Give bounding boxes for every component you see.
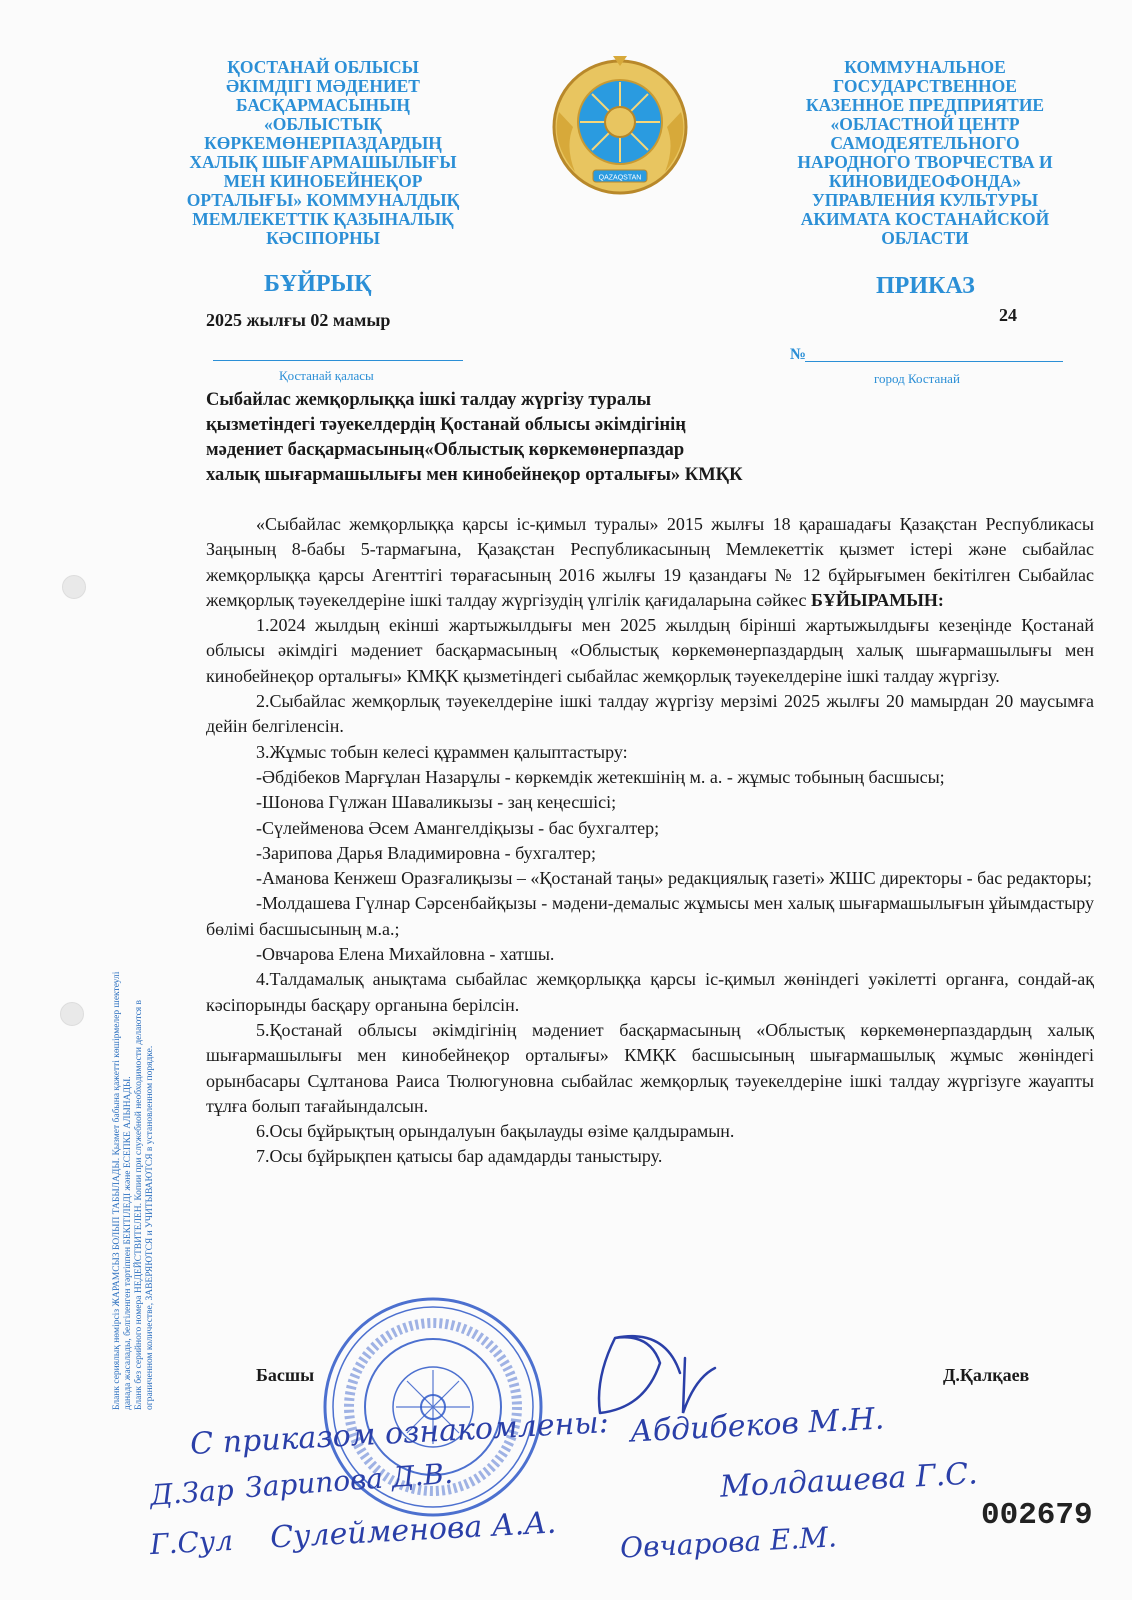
header-left-line: ХАЛЫҚ ШЫҒАРМАШЫЛЫҒЫ — [189, 152, 457, 172]
item-6: 6.Осы бұйрықтың орындалуын бақылауды өзіме қалдырамын. — [256, 1121, 735, 1142]
header-right-russian — [774, 58, 1076, 248]
header-left-line: МЕН КИНОБЕЙНЕҚОР — [223, 171, 423, 191]
member-3: -Сүлейменова Әсем Амангелдіқызы - бас бухгалтер; — [256, 817, 660, 838]
item-3: 3.Жұмыс тобын келесі құраммен қалыптастыру: — [256, 741, 628, 762]
handwritten-line: Г.Сул — [149, 1523, 234, 1562]
handwritten-acknowledgements — [148, 1401, 1090, 1568]
header-right-line: ГОСУДАРСТВЕННОЕ — [833, 76, 1017, 96]
order-body — [206, 512, 1094, 1170]
handwritten-line: Абдибеков М.Н. — [629, 1401, 886, 1450]
divider-line-left — [213, 360, 463, 361]
divider-line-right — [805, 361, 1063, 362]
subject-line: қызметіндегі тәуекелдердің Қостанай облысы әкімдігінің — [206, 415, 686, 435]
state-emblem-icon — [545, 52, 695, 202]
header-right-line: КИНОВИДЕОФОНДА» — [828, 171, 1022, 191]
signatory-name: Д.Қалқаев — [943, 1365, 1030, 1385]
header-left-line: ҚОСТАНАЙ ОБЛЫСЫ — [227, 57, 419, 77]
preamble-text: «Сыбайлас жемқорлыққа қарсы іс-қимыл туралы» 2015 жылғы 18 қарашадағы Қазақстан Республикасы Заңының 8-бабы 5-тармағына, Қазақстан Республикасының Мемлекеттік қызмет істері және сыбайлас жемқорлыққа қарсы Агенттігі төрағасының 2016 жылғы 19 қазандағы № 12 бұйрығымен бекітілген Сыбайлас жемқорлық тәуекелдеріне ішкі талдау жүргізудің үлгілік қағидаларына сәйкес — [206, 514, 1094, 610]
serial-number: 002679 — [981, 1498, 1093, 1533]
order-number: 24 — [999, 305, 1017, 325]
item-2: 2.Сыбайлас жемқорлық тәуекелдеріне ішкі талдау жүргізу мерзімі 2025 жылғы 20 мамырдан 20 маусымға дейін белгіленсін. — [206, 691, 1094, 737]
handwritten-line: Овчарова Е.М. — [619, 1520, 838, 1565]
header-left-line: КӨРКЕМӨНЕРПАЗДАРДЫҢ — [204, 133, 442, 153]
city-russian: город Костанай — [874, 371, 960, 386]
subject-line: халық шығармашылығы мен кинобейнеқор орталығы» КМҚК — [206, 465, 743, 485]
order-word: БҰЙЫРАМЫН: — [811, 589, 944, 610]
emblem-caption: QAZAQSTAN — [598, 174, 642, 182]
handwritten-line: С приказом ознакомлены: — [189, 1405, 610, 1462]
item-5: 5.Қостанай облысы әкімдігінің мәдениет басқармасының «Облыстық көркемөнерпаздардың халық шығармашылығы мен кинобейнеқор орталығы» КМҚК басшысының шығармашылық жұмыс жөніндегі орынбасары Сұлтанова Раиса Тюлюгуновна сыбайлас жемқорлық тәуекелдеріне ішкі талдау жүргізуге жауапты тұлға болып тағайындалсын. — [206, 1019, 1094, 1116]
header-left-line: КӘСІПОРНЫ — [266, 228, 380, 248]
member-7: -Овчарова Елена Михайловна - хатшы. — [256, 944, 555, 965]
header-left-line: ӘКІМДІГІ МӘДЕНИЕТ — [226, 76, 420, 96]
order-subject — [206, 388, 886, 488]
number-sign: № — [790, 346, 807, 363]
member-4: -Зарипова Дарья Владимировна - бухгалтер; — [256, 842, 597, 863]
side-note-line: ограниченном количестве, ЗАВЕРЯЮТСЯ и УЧИТЫВАЮТСЯ в установленном порядке. — [145, 1045, 155, 1410]
title-kazakh: БҰЙРЫҚ — [264, 271, 372, 297]
header-left-line: МЕМЛЕКЕТТІК ҚАЗЫНАЛЫҚ — [192, 209, 454, 229]
title-russian: ПРИКАЗ — [876, 273, 975, 299]
header-left-line: БАСҚАРМАСЫНЫҢ — [236, 95, 410, 115]
handwritten-line: Сулейменова А.А. — [269, 1505, 558, 1556]
header-right-line: НАРОДНОГО ТВОРЧЕСТВА И — [797, 152, 1053, 172]
side-note-line: данада жасалады, белгіленген тәртіппен БЕКІТІЛЕДІ және ЕСЕПКЕ АЛЫНАДЫ. — [123, 1076, 133, 1410]
header-right-line: ОБЛАСТИ — [881, 228, 969, 248]
header-left-line: ОРТАЛЫҒЫ» КОММУНАЛДЫҚ — [186, 190, 460, 210]
header-right-line: САМОДЕЯТЕЛЬНОГО — [830, 133, 1020, 153]
header-right-line: КАЗЕННОЕ ПРЕДПРИЯТИЕ — [805, 95, 1045, 115]
member-1: -Әбдібеков Марғұлан Назарұлы - көркемдік жетекшінің м. а. - жұмыс тобының басшысы; — [256, 766, 945, 787]
member-5: -Аманова Кенжеш Оразғалиқызы – «Қостанай таңы» редакциялық газеті» ЖШС директоры - бас редакторы; — [256, 868, 1092, 889]
handwritten-line: Молдашева Г.С. — [719, 1456, 979, 1505]
side-note-line: Бланк сериялық нөмірсіз ЖАРАМСЫЗ БОЛЫП ТАБЫЛАДЫ. Қызмет бабына қажетті көшірмелер шектеулі — [112, 971, 122, 1410]
punch-hole-top — [62, 575, 86, 599]
header-left-line: «ОБЛЫСТЫҚ — [264, 114, 382, 134]
handwritten-line: Д.Зар — [148, 1473, 235, 1512]
member-6: -Молдашева Гүлнар Сәрсенбайқызы - мәдени-демалыс жұмысы мен халық шығармашылығын ұйымдастыру бөлімі басшысының м.а.; — [206, 893, 1094, 939]
item-1: 1.2024 жылдың екінші жартыжылдығы мен 2025 жылдың бірінші жартыжылдығы кезеңінде Қостанай облысы әкімдігі мәдениет басқармасының «Облыстық көркемөнерпаздардың халық шығармашылығы мен кинобейнеқор орталығы» КМҚК қызметіндегі сыбайлас жемқорлық тәуекелдеріне ішкі талдау жүргізу. — [206, 615, 1094, 686]
member-2: -Шонова Гүлжан Шаваликызы - заң кеңесшісі; — [256, 792, 617, 813]
header-left-kazakh — [178, 58, 468, 248]
header-right-line: «ОБЛАСТНОЙ ЦЕНТР — [830, 114, 1020, 134]
blank-side-note — [112, 750, 156, 1410]
subject-line: мәдениет басқармасының«Облыстық көркемөнерпаздар — [206, 440, 685, 460]
item-4: 4.Талдамалық анықтама сыбайлас жемқорлыққа қарсы іс-қимыл жөніндегі уәкілетті органға, сондай-ақ кәсіпорынды басқару органына берілсін. — [206, 969, 1094, 1015]
side-note-line: Бланк без серийного номера НЕДЕЙСТВИТЕЛЕН. Копии при служебной необходимости делаются в — [134, 999, 144, 1410]
signatory-position: Басшы — [256, 1365, 315, 1385]
header-right-line: АКИМАТА КОСТАНАЙСКОЙ — [800, 209, 1050, 229]
city-kazakh: Қостанай қаласы — [279, 368, 374, 383]
subject-line: Сыбайлас жемқорлыққа ішкі талдау жүргізу туралы — [206, 390, 652, 410]
punch-hole-bottom — [60, 1002, 84, 1026]
item-7: 7.Осы бұйрықпен қатысы бар адамдарды таныстыру. — [256, 1146, 663, 1167]
header-right-line: УПРАВЛЕНИЯ КУЛЬТУРЫ — [811, 190, 1039, 210]
order-date: 2025 жылғы 02 мамыр — [206, 310, 391, 330]
handwritten-line: Зарипова Д.В. — [244, 1456, 454, 1505]
header-right-line: КОММУНАЛЬНОЕ — [844, 57, 1006, 77]
preamble-paragraph — [206, 512, 1094, 613]
